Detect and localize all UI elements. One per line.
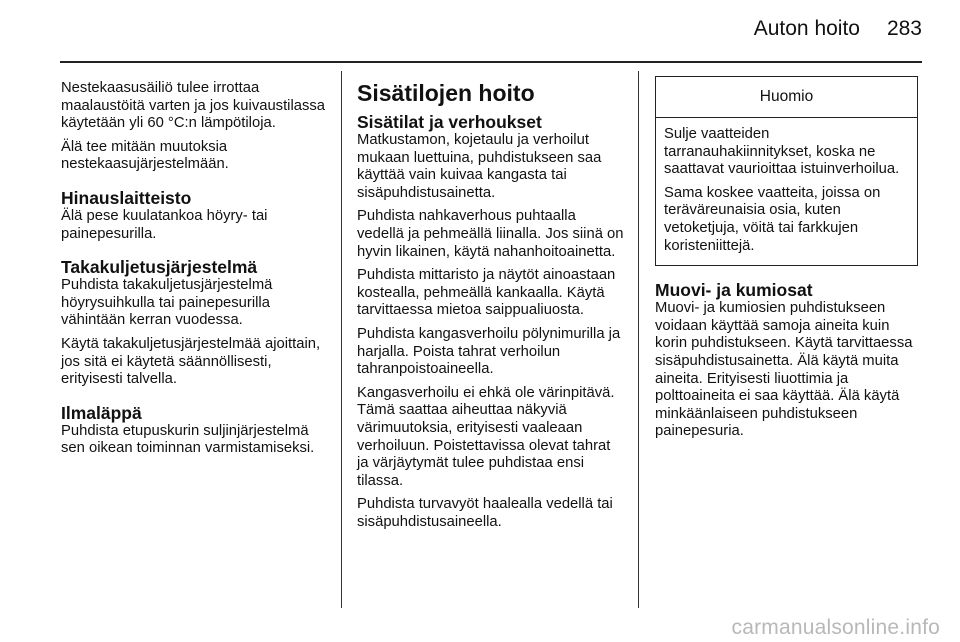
paragraph: Puhdista mittaristo ja näytöt ainoastaan kostealla, pehmeällä kankaalla. Käytä tarvittaessa mietoa saippualiuosta.: [357, 267, 616, 319]
paragraph: Nestekaasusäiliö tulee irrottaa maalaustöitä varten ja jos kuivaustilassa käytetään yli 60 °C:n lämpötiloja.: [61, 80, 326, 132]
paragraph: Puhdista turvavyöt haalealla vedellä tai sisäpuhdistusaineella.: [357, 496, 613, 530]
paragraph: Puhdista etupuskurin suljinjärjestelmä sen oikean toiminnan varmistamiseksi.: [61, 422, 315, 457]
header-rule: [60, 61, 922, 63]
paragraph: Sama koskee vaatteita, joissa on teräväreunaisia osia, kuten vetoketjuja, vöitä tai farkkujen koristeniittejä.: [664, 184, 881, 254]
section-towing: [61, 188, 329, 243]
column-middle: [357, 80, 624, 537]
section-heading: Muovi- ja kumiosat: [655, 280, 813, 301]
section-heading: Ilmaläppä: [61, 402, 142, 423]
column-left: [61, 80, 329, 464]
section-heading: Takakuljetusjärjestelmä: [61, 257, 258, 278]
column-divider: [341, 71, 342, 608]
watermark: carmanualsonline.info: [731, 616, 940, 639]
column-right: [655, 76, 923, 447]
section-plastic-rubber: [655, 280, 923, 441]
running-header-title: Auton hoito: [753, 17, 860, 40]
section-heading: Hinauslaitteisto: [61, 187, 192, 208]
paragraph: Matkustamon, kojetaulu ja verhoilut mukaan luettuina, puhdistukseen saa käyttää vain kuivaa kangasta tai sisäpuhdistusainetta.: [357, 132, 602, 201]
paragraph: Käytä takakuljetusjärjestelmää ajoittain, jos sitä ei käytetä säännöllisesti, erityisesti talvella.: [61, 335, 321, 388]
paragraph: Kangasverhoilu ei ehkä ole värinpitävä. Tämä saattaa aiheuttaa näkyviä värimuutoksia, erityisesti vaaleaan verhoiluun. Poistettavissa olevat tahrat ja värjäytymät tulee puhdistaa ensi tilassa.: [357, 384, 615, 489]
paragraph: Älä tee mitään muutoksia nestekaasujärjestelmään.: [61, 138, 229, 173]
paragraph: Muovi- ja kumiosien puhdistukseen voidaan käyttää samoja aineita kuin korin puhdistukseen. Käytä tarvittaessa sisäpuhdistusainetta. Älä käytä muita aineita. Erityisesti liuottimia ja polttoaineita ei saa käyttää. Älä käytä minkäänlaiseen puhdistukseen painepesuria.: [655, 300, 913, 440]
note-heading: Huomio: [656, 77, 917, 118]
column-divider: [638, 71, 639, 608]
note-box: [655, 76, 918, 266]
section-rear-carrier: [61, 257, 329, 389]
paragraph: Puhdista nahkaverhous puhtaalla vedellä ja pehmeällä liinalla. Jos siinä on hyvin likainen, käytä nahanhoitoainetta.: [357, 208, 624, 260]
paragraph: Sulje vaatteiden tarranauhakiinnitykset, koska ne saattavat vaurioittaa istuinverhoilua.: [664, 126, 900, 178]
note-body: [656, 118, 917, 265]
chapter-title: Sisätilojen hoito: [357, 80, 535, 106]
paragraph: Älä pese kuulatankoa höyry- tai painepesurilla.: [61, 207, 268, 242]
paragraph: Puhdista takakuljetusjärjestelmä höyrysuihkulla tai painepesurilla vähintään kerran vuodessa.: [61, 277, 273, 329]
section-air-flap: [61, 403, 329, 458]
page-number: 283: [886, 17, 922, 40]
paragraph: Puhdista kangasverhoilu pölynimurilla ja harjalla. Poista tahrat verhoilun tahranpoistoaineella.: [357, 325, 621, 378]
section-heading: Sisätilat ja verhoukset: [357, 112, 542, 132]
